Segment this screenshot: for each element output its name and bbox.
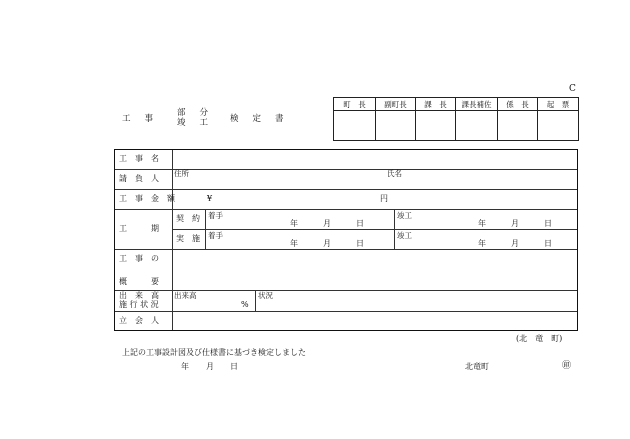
row-divider [115, 311, 577, 312]
progress-status-label: 状況 [258, 291, 273, 300]
row-divider [115, 189, 577, 190]
footer-date-year: 年 [181, 362, 189, 371]
date-day: 日 [356, 239, 364, 248]
label-progress-2: 施 行 状 況 [119, 300, 159, 309]
contractor-name-label: 氏名 [387, 169, 402, 178]
label-outline-2: 概 要 [119, 277, 159, 286]
label-construction-name: 工 事 名 [119, 154, 159, 163]
period-actual-label: 実 施 [176, 234, 200, 243]
progress-mid-divider [255, 290, 256, 311]
row-divider [115, 249, 577, 250]
progress-amount-label: 出来高 [174, 291, 197, 300]
label-witness: 立 会 人 [119, 316, 159, 325]
label-outline-1: 工 事 の [119, 254, 159, 263]
contract-start-label: 着手 [208, 211, 223, 220]
approval-header-mayor: 町 長 [334, 98, 376, 111]
label-contractor: 請 負 人 [119, 174, 159, 183]
date-year: 年 [290, 219, 298, 228]
footer-date-day: 日 [230, 362, 238, 371]
label-progress-1: 出 来 高 [119, 291, 159, 300]
title-option-completion: 竣工 [177, 118, 223, 128]
title-right: 検定書 [230, 114, 298, 124]
date-year: 年 [478, 239, 486, 248]
date-day: 日 [356, 219, 364, 228]
approval-stamp-cell[interactable] [376, 111, 416, 141]
footer-date-month: 月 [206, 362, 214, 371]
document-code: C [569, 84, 576, 94]
approval-stamp-cell[interactable] [456, 111, 498, 141]
label-construction-period: 工 期 [119, 224, 159, 233]
row-divider [115, 209, 577, 210]
contractor-address-label: 住所 [174, 169, 189, 178]
period-contract-label: 契 約 [176, 214, 200, 223]
date-month: 月 [511, 239, 519, 248]
approval-stamp-cell[interactable] [538, 111, 579, 141]
date-month: 月 [323, 219, 331, 228]
actual-completion-label: 竣工 [397, 231, 412, 240]
title-option-partial: 部分 [177, 108, 223, 118]
yen-mark: ¥ [207, 194, 213, 203]
approval-header-section-chief: 課 長 [416, 98, 456, 111]
date-day: 日 [544, 239, 552, 248]
actual-start-label: 着手 [208, 231, 223, 240]
date-month: 月 [323, 239, 331, 248]
date-year: 年 [478, 219, 486, 228]
yen-unit: 円 [380, 194, 388, 203]
date-day: 日 [544, 219, 552, 228]
label-column-divider [172, 150, 173, 330]
contract-completion-label: 竣工 [397, 211, 412, 220]
period-mid-divider [394, 209, 395, 249]
date-year: 年 [290, 239, 298, 248]
progress-percent-unit: % [241, 300, 249, 309]
approval-header-drafter: 起 票 [538, 98, 579, 111]
footer-town-name: 北竜町 [465, 362, 489, 371]
approval-stamp-cell[interactable] [498, 111, 538, 141]
town-name-parenthetical: (北 竜 町) [516, 334, 563, 343]
seal-mark-icon: ㊞ [562, 361, 572, 371]
date-month: 月 [511, 219, 519, 228]
row-divider [172, 229, 577, 230]
approval-stamp-table [333, 97, 579, 141]
approval-stamp-cell[interactable] [334, 111, 376, 141]
inspection-statement: 上記の工事設計図及び仕様書に基づき検定しました [122, 348, 306, 357]
approval-stamp-cell[interactable] [416, 111, 456, 141]
approval-header-deputy-mayor: 副町長 [376, 98, 416, 111]
approval-header-assistant-chief: 課長補佐 [456, 98, 498, 111]
title-left: 工事 [122, 114, 168, 124]
period-subcolumn-divider [205, 209, 206, 249]
label-construction-amount: 工 事 金 額 [119, 194, 175, 203]
approval-header-subsection-chief: 係 長 [498, 98, 538, 111]
